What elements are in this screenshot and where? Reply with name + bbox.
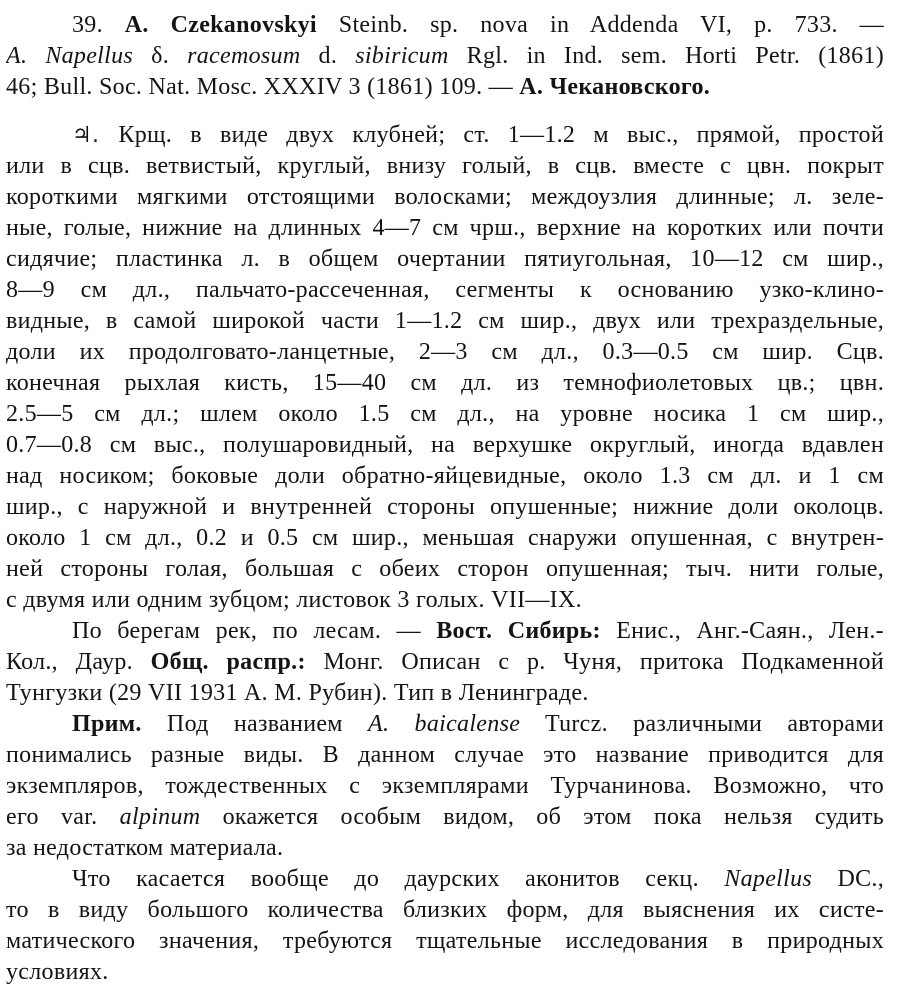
text-segment: d. [300,43,356,69]
text-segment: A. Czekanovskyi [124,12,317,38]
text-segment: Steinb. sp. nova in Addenda VI, p. 733. — [316,12,884,38]
text-line [6,740,884,771]
text-segment: ней стороны голая, большая с обеих сторон опушенная; тыч. нити голые, [6,556,884,582]
text-segment: Общ. распр.: [150,649,306,675]
text-segment: около 1 см дл., 0.2 и 0.5 см шир., меньшая снаружи опушенная, с внутрен- [6,525,884,551]
text-segment: δ. [133,43,188,69]
text-segment: 2.5—5 см дл.; шлем около 1.5 см дл., на уровне носика 1 см шир., [6,401,884,427]
text-line [6,895,884,926]
text-line [6,275,884,306]
text-segment: Под названием [141,711,369,737]
text-segment: условиях. [6,959,109,985]
text-line [6,430,884,461]
text-segment: Тунгузки (29 VII 1931 А. М. Рубин). Тип в Ленинграде. [6,680,589,706]
distribution-paragraph [6,616,884,709]
text-segment: 39. [72,12,125,38]
text-segment: Что касается вообще до даурских аконитов секц. [72,866,725,892]
nomenclature-heading [6,10,884,103]
text-line [6,151,884,182]
text-segment: 8—9 см дл., пальчато-рассеченная, сегменты к основанию узко-клино- [6,277,884,303]
text-segment: экземпляров, тождественных с экземплярами Турчанинова. Возможно, что [6,773,884,799]
text-segment: A. baicalense [368,711,521,737]
text-segment: то в виду большого количества близких форм, для выяснения их систе- [6,897,884,923]
description-paragraph [6,120,884,616]
text-segment: Енис., Анг.-Саян., Лен.- [600,618,884,644]
text-segment: ные, голые, нижние на длинных 4—7 см чрш., верхние на коротких или почти [6,215,884,241]
text-segment: По берегам рек, по лесам. — [72,618,437,644]
text-line [6,10,884,41]
text-line [6,957,884,988]
text-line [6,523,884,554]
text-line [6,771,884,802]
text-segment: Napellus [724,866,813,892]
text-segment: Прим. [72,711,142,737]
text-line [6,616,884,647]
text-line [6,461,884,492]
text-line [6,802,884,833]
text-segment: Turcz. различными авторами [520,711,884,737]
text-line [6,647,884,678]
text-segment: конечная рыхлая кисть, 15—40 см дл. из темнофиолетовых цв.; цвн. [6,370,884,396]
text-line [6,864,884,895]
text-segment: 46; Bull. Soc. Nat. Mosc. XXXIV 3 (1861) 109. — [6,74,520,100]
text-segment: 0.7—0.8 см выс., полушаровидный, на верхушке округлый, иногда вдавлен [6,432,884,458]
text-segment: понимались разные виды. В данном случае это название приводится для [6,742,884,768]
note-paragraph [6,709,884,864]
text-line [6,244,884,275]
text-segment: sibiricum [355,43,449,69]
text-segment: за недостатком материала. [6,835,284,861]
text-segment: Крщ. в виде двух клубней; ст. 1—1.2 м выс., прямой, простой [118,122,884,148]
text-line [6,120,884,151]
text-segment: alpinum [119,804,201,830]
text-line [6,41,884,72]
text-segment: сидячие; пластинка л. в общем очертании пятиугольная, 10—12 см шир., [6,246,884,272]
text-segment: короткими мягкими отстоящими волосками; междоузлия длинные; л. зеле- [6,184,884,210]
text-line [6,678,884,709]
text-segment: доли их продолговато-ланцетные, 2—3 см дл., 0.3—0.5 см шир. Сцв. [6,339,884,365]
text-line [6,709,884,740]
text-line [6,833,884,864]
text-segment: A. Napellus [6,43,134,69]
text-segment: над носиком; боковые доли обратно-яйцевидные, около 1.3 см дл. и 1 см [6,463,884,489]
text-segment: Rgl. in Ind. sem. Horti Petr. (1861) [448,43,884,69]
text-segment: или в сцв. ветвистый, круглый, внизу голый, в сцв. вместе с цвн. покрыт [6,153,884,179]
text-segment: DC., [812,866,884,892]
text-segment: Кол., Даур. [6,649,151,675]
remark-paragraph [6,864,884,988]
perennial-symbol-icon: ♃. [72,123,119,148]
text-segment: матического значения, требуются тщательные исследования в природных [6,928,884,954]
text-segment: с двумя или одним зубцом; листовок 3 голых. VII—IX. [6,587,582,613]
text-segment: Монг. Описан с р. Чуня, притока Подкаменной [305,649,884,675]
text-segment: Вост. Сибирь: [436,618,601,644]
text-line [6,182,884,213]
text-segment: окажется особым видом, об этом пока нельзя судить [200,804,884,830]
text-line [6,368,884,399]
text-segment: его var. [6,804,120,830]
text-segment: видные, в самой широкой части 1—1.2 см шир., двух или трехраздельные, [6,308,884,334]
text-line [6,72,884,103]
text-segment: шир., с наружной и внутренней стороны опушенные; нижние доли околоцв. [6,494,884,520]
page-text [6,10,884,988]
text-segment: racemosum [187,43,301,69]
text-line [6,306,884,337]
text-line [6,213,884,244]
text-line [6,337,884,368]
text-segment: А. Чекановского. [519,74,711,100]
text-line [6,492,884,523]
text-line [6,554,884,585]
text-line [6,399,884,430]
text-line [6,926,884,957]
text-line [6,585,884,616]
